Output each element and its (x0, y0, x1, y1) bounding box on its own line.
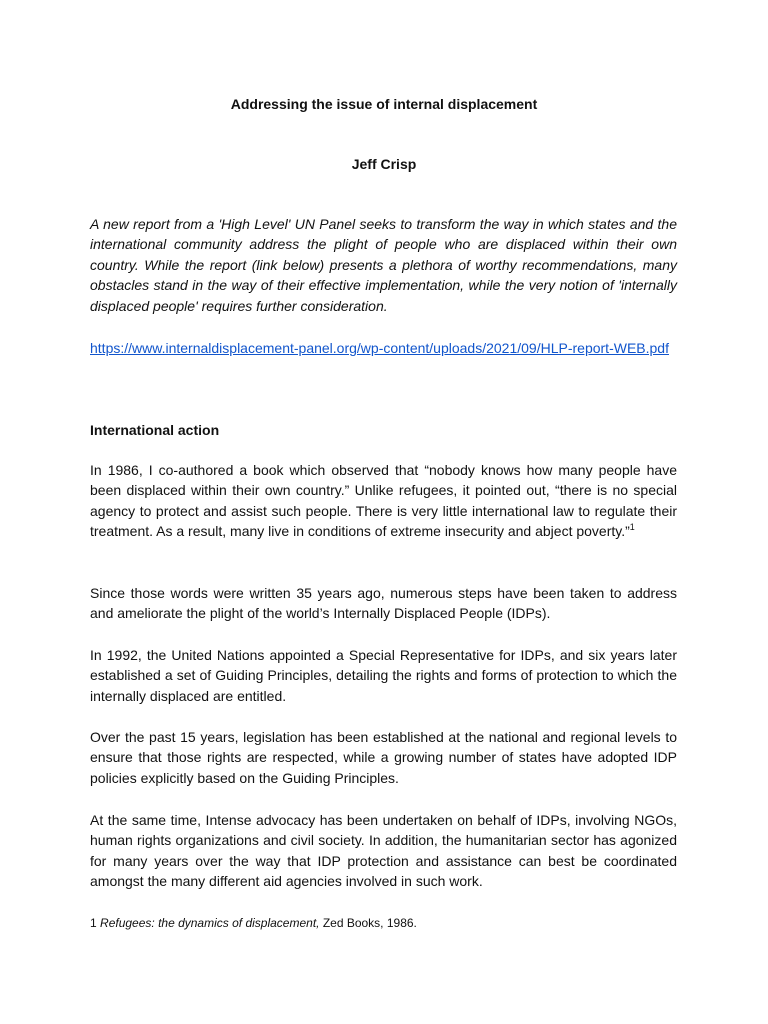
body-paragraph-2: Since those words were written 35 years ago, numerous steps have been taken to address and ameliorate the plight of the world’s Internally Displaced People (IDPs). (90, 585, 677, 622)
abstract-paragraph: A new report from a 'High Level' UN Panel seeks to transform the way in which states and the international community address the plight of people who are displaced within their own country. While the report (link below) presents a plethora of worthy recommendations, many obstacles stand in the way of their effective implementation, while the very notion of 'internally displaced people' requires further consideration. (90, 216, 677, 314)
body-paragraph-1-text: In 1986, I co-authored a book which observed that “nobody knows how many people have been displaced within their own country.” Unlike refugees, it pointed out, “there is no special agency to protect and assist such people. There is very little international law to regulate their treatment. As a result, many live in conditions of extreme insecurity and abject poverty.” (90, 462, 677, 540)
footnote-reference[interactable]: 1 (629, 522, 635, 533)
body-paragraph-5: At the same time, Intense advocacy has been undertaken on behalf of IDPs, involving NGOs, human rights organizations and civil society. In addition, the humanitarian sector has agonized for many years over the way that IDP protection and assistance can best be coordinated amongst the many different aid agencies involved in such work. (90, 812, 677, 890)
document-title: Addressing the issue of internal displacement (230, 96, 538, 112)
body-paragraph-3: In 1992, the United Nations appointed a Special Representative for IDPs, and six years later established a set of Guiding Principles, detailing the rights and forms of protection to which the internally displaced are entitled. (90, 647, 677, 704)
footnote-publisher: Zed Books, 1986. (319, 916, 417, 930)
report-link[interactable]: https://www.internaldisplacement-panel.org/wp-content/uploads/2021/09/HLP-report-WEB.pdf (90, 340, 669, 356)
footnote (90, 915, 417, 931)
author-name: Jeff Crisp (351, 156, 417, 172)
footnote-number: 1 (90, 916, 97, 930)
body-paragraph-1 (90, 460, 677, 542)
section-heading: International action (90, 422, 220, 438)
footnote-book-title: Refugees: the dynamics of displacement, (100, 916, 320, 930)
body-paragraph-4: Over the past 15 years, legislation has been established at the national and regional levels to ensure that those rights are respected, while a growing number of states have adopted IDP policies explicitly based on the Guiding Principles. (90, 729, 677, 786)
